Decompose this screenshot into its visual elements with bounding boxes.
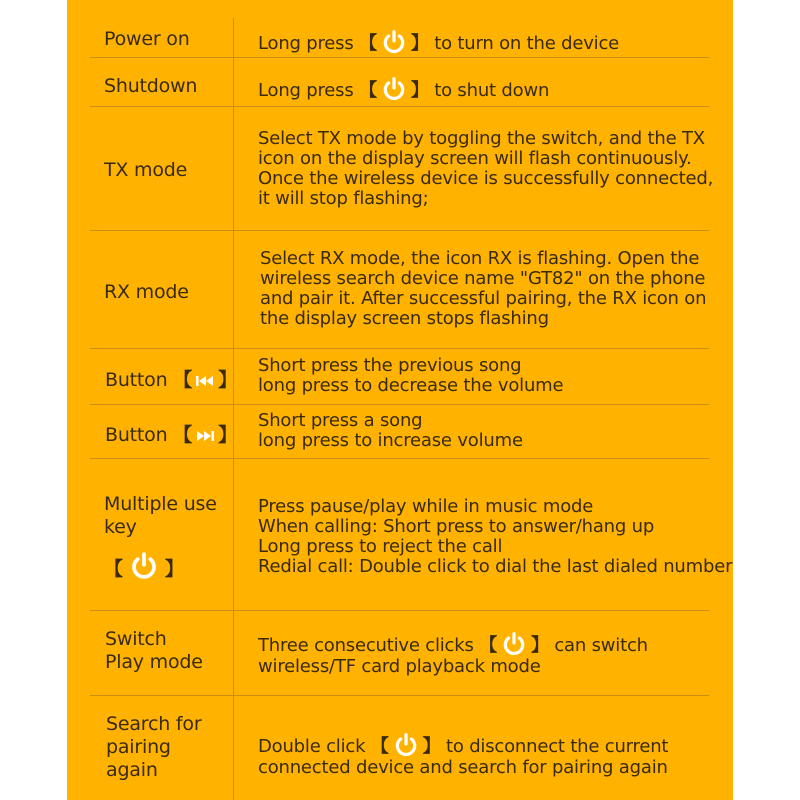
row-desc-multiple-use-key: Press pause/play while in music mode When calling: Short press to answer/hang up Long press to reject the call Redial call: Double click to dial the last dialed number [258, 496, 733, 577]
row-divider [90, 57, 709, 58]
power-icon [393, 732, 419, 758]
row-desc-rx-mode: Select RX mode, the icon RX is flashing. Open the wireless search device name "GT82" on the phone and pair it. After successful pairing, the RX icon on the display screen stops flashing [260, 248, 707, 329]
row-divider [90, 458, 709, 459]
previous-track-icon [195, 374, 215, 388]
row-divider [90, 695, 709, 696]
row-label-tx-mode: TX mode [104, 159, 188, 181]
row-label-rx-mode: RX mode [104, 281, 189, 303]
row-label-search-for-pairing: Search for pairing again [106, 713, 202, 781]
row-label-button-previous: Button 【 】 [105, 369, 237, 391]
power-icon [381, 76, 407, 102]
row-divider [90, 348, 709, 349]
row-divider [90, 230, 709, 231]
instruction-panel [67, 0, 733, 800]
power-icon [129, 551, 159, 581]
next-track-icon [195, 429, 215, 443]
row-desc-power-on: Long press 【 】 to turn on the device [258, 29, 708, 55]
row-label-switch-play-mode: Switch Play mode [105, 628, 203, 673]
row-label-multiple-use-key: Multiple use key 【 】 [104, 493, 217, 580]
row-desc-switch-play-mode: Three consecutive clicks 【 】 can switch wireless/TF card playback mode [258, 631, 708, 677]
row-divider [90, 106, 709, 107]
row-desc-button-next: Short press a song long press to increase volume [258, 410, 523, 451]
row-label-power-on: Power on [104, 28, 190, 50]
row-desc-search-for-pairing: Double click 【 】 to disconnect the current connected device and search for pairing again [258, 732, 708, 778]
power-icon [501, 631, 527, 657]
row-label-shutdown: Shutdown [104, 75, 198, 97]
row-divider [90, 610, 709, 611]
row-label-button-next: Button 【 】 [105, 424, 237, 446]
row-divider [90, 404, 709, 405]
column-divider [233, 18, 234, 800]
row-desc-button-previous: Short press the previous song long press to decrease the volume [258, 355, 564, 396]
row-desc-tx-mode: Select TX mode by toggling the switch, and the TX icon on the display screen will flash continuously. Once the wireless device is successfully connected, it will stop flashing; [258, 128, 714, 209]
power-icon [381, 29, 407, 55]
row-desc-shutdown: Long press 【 】 to shut down [258, 76, 708, 102]
